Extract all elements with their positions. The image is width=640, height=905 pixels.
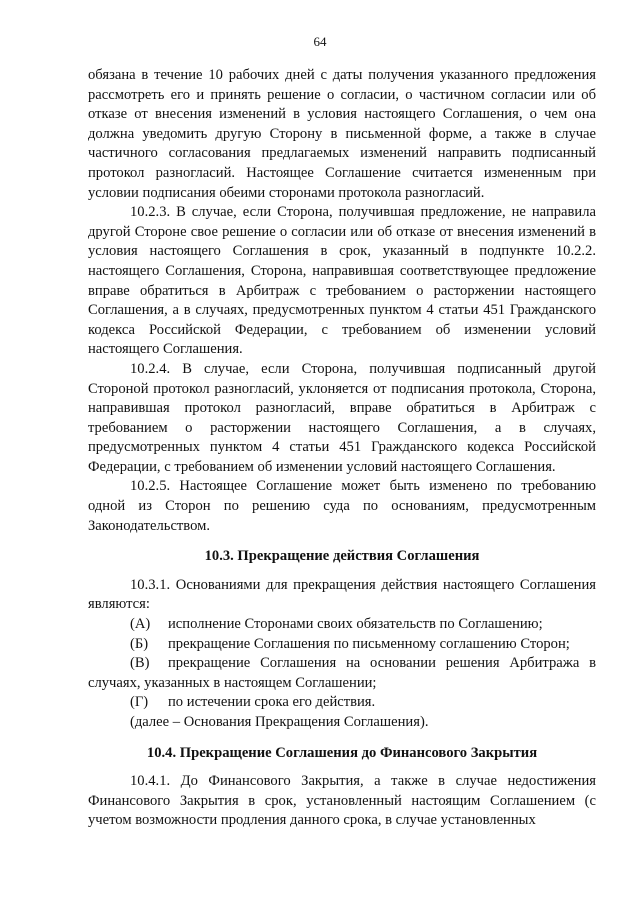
paragraph-10-2-5: 10.2.5. Настоящее Соглашение может быть изменено по требованию одной из Сторон по решению суда по основаниям, предусмотренным Законодательством. (88, 478, 596, 534)
paragraph-10-2-3: 10.2.3. В случае, если Сторона, получившая предложение, не направила другой Стороне свое решение о согласии или об отказе от внесения изменений в условия настоящего Соглашения в срок, указанный в подпункте 10.2.2. настоящего Соглашения, Сторона, направившая соответствующее предложение вправе обратиться в Арбитраж с требованием о расторжении настоящего Соглашения, а в случаях, предусмотренных пунктом 4 статьи 451 Гражданского кодекса Российской Федерации, с требованием об изменении условий настоящего Соглашения. (88, 204, 596, 358)
list-item-v (88, 654, 596, 693)
paragraph-10-3-1: 10.3.1. Основаниями для прекращения действия настоящего Соглашения являются: (88, 576, 596, 613)
list-text: прекращение Соглашения на основании решения Арбитража в случаях, указанных в настоящем Соглашении; (88, 655, 596, 691)
section-heading-10-3: 10.3. Прекращение действия Соглашения (204, 548, 480, 565)
list-marker: (Б) (130, 635, 149, 652)
paragraph-10-2-4: 10.2.4. В случае, если Сторона, получившая подписанный другой Стороной протокол разногласий, уклоняется от подписания протокола, Сторона, направившая протокол разногласий, вправе обратиться в Арбитраж с требованием о расторжении настоящего Соглашения, а в случаях, предусмотренных пунктом 4 статьи 451 Гражданского кодекса Российской Федерации, с требованием об изменении условий настоящего Соглашения. (88, 360, 596, 475)
page-number: 64 (313, 34, 327, 49)
paragraph-after-list: (далее – Основания Прекращения Соглашения). (130, 714, 429, 730)
section-heading-10-4: 10.4. Прекращение Соглашения до Финансового Закрытия (146, 744, 538, 761)
list-marker: (В) (130, 655, 150, 672)
paragraph-continuation: обязана в течение 10 рабочих дней с даты получения указанного предложения рассмотреть его и принять решение о согласии, о частичном согласии или об отказе от внесения изменений в условия настоящего Соглашения, о чем она должна уведомить другую Сторону в письменной форме, а также в случае частичного согласования предлагаемых изменений направить подписанный протокол разногласий. Настоящее Соглашение считается измененным при условии подписания обеими сторонами протокола разногласий. (88, 67, 596, 201)
list-text: прекращение Соглашения по письменному соглашению Сторон; (168, 635, 570, 652)
list-text: исполнение Сторонами своих обязательств по Соглашению; (168, 616, 543, 633)
list-item-a (88, 615, 596, 635)
list-text: по истечении срока его действия. (168, 694, 376, 711)
paragraph-10-4-1: 10.4.1. До Финансового Закрытия, а также в случае недостижения Финансового Закрытия в срок, установленный настоящим Соглашением (с учетом возможности продления данного срока, в случае установленных (88, 773, 596, 829)
list-marker: (А) (130, 616, 151, 633)
list-item-g (88, 693, 596, 713)
document-body (88, 66, 596, 831)
list-item-b (88, 635, 596, 655)
list-marker: (Г) (130, 694, 149, 711)
